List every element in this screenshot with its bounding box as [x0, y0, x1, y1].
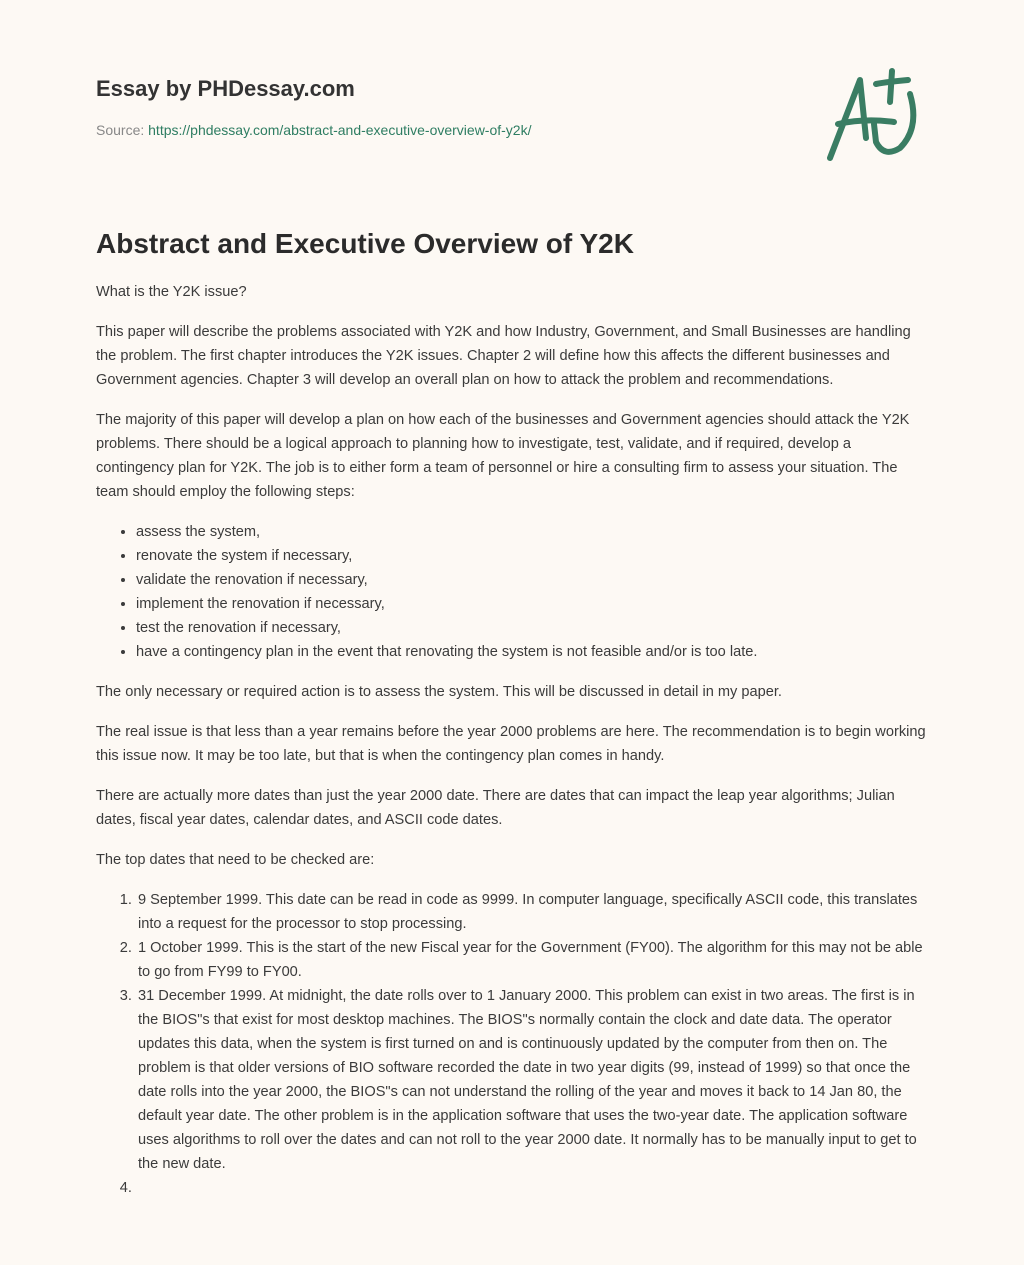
paragraph: The top dates that need to be checked are:: [96, 852, 375, 868]
list-item: • assess the system,: [136, 520, 932, 544]
list-item: 1. 9 September 1999. This date can be read in code as 9999. In computer language, specifically ASCII code, this translates into a request for the processor to stop processing.: [136, 888, 932, 936]
list-item: 2. 1 October 1999. This is the start of the new Fiscal year for the Government (FY00). The algorithm for this may not be able to go from FY99 to FY00.: [136, 936, 932, 984]
paragraph: What is the Y2K issue?: [96, 284, 247, 300]
source-link[interactable]: https://phdessay.com/abstract-and-executive-overview-of-y2k/: [148, 122, 532, 138]
list-item: [136, 1176, 932, 1200]
source-label: Source:: [96, 122, 145, 138]
paragraph: The real issue is that less than a year remains before the year 2000 problems are here. The recommendation is to begin working this issue now. It may be too late, but that is when the contingency plan comes in handy.: [96, 724, 926, 764]
paragraph: This paper will describe the problems associated with Y2K and how Industry, Government, and Small Businesses are handling the problem. The first chapter introduces the Y2K issues. Chapter 2 will define how this affects the different businesses and Government agencies. Chapter 3 will develop an overall plan on how to attack the problem and recommendations.: [96, 324, 911, 388]
paragraph: There are actually more dates than just the year 2000 date. There are dates that can impact the leap year algorithms; Julian dates, fiscal year dates, calendar dates, and ASCII code dates.: [96, 788, 895, 828]
a-plus-logo-icon: [820, 68, 930, 166]
brand-title: Essay by PHDessay.com: [96, 76, 355, 101]
list-item: • implement the renovation if necessary,: [136, 592, 932, 616]
page-header: [96, 76, 532, 138]
list-item: • have a contingency plan in the event that renovating the system is not feasible and/or is too late.: [136, 640, 932, 664]
list-item: • validate the renovation if necessary,: [136, 568, 932, 592]
article-title: Abstract and Executive Overview of Y2K: [96, 228, 634, 259]
article: [96, 226, 932, 1216]
dates-list: [96, 888, 932, 1200]
list-item: 3. 31 December 1999. At midnight, the date rolls over to 1 January 2000. This problem can exist in two areas. The first is in the BIOS"s that exist for most desktop machines. The BIOS"s normally contain the clock and date data. The operator updates this data, when the system is first turned on and is continuously updated by the computer from then on. The problem is that older versions of BIO software recorded the date in two year digits (99, instead of 1999) so that once the date rolls into the year 2000, the BIOS"s can not understand the rolling of the year and moves it back to 14 Jan 80, the default year date. The other problem is in the application software that uses the two-year date. The application software uses algorithms to roll over the dates and can not roll to the year 2000 date. It normally has to be manually input to get to the new date.: [136, 984, 932, 1176]
steps-list: [96, 520, 932, 664]
paragraph: The majority of this paper will develop a plan on how each of the businesses and Government agencies should attack the Y2K problems. There should be a logical approach to planning how to investigate, test, validate, and if required, develop a contingency plan for Y2K. The job is to either form a team of personnel or hire a consulting firm to assess your situation. The team should employ the following steps:: [96, 412, 910, 500]
list-item: • renovate the system if necessary,: [136, 544, 932, 568]
paragraph: The only necessary or required action is to assess the system. This will be discussed in detail in my paper.: [96, 684, 782, 700]
list-item: • test the renovation if necessary,: [136, 616, 932, 640]
source-line: [96, 122, 532, 138]
